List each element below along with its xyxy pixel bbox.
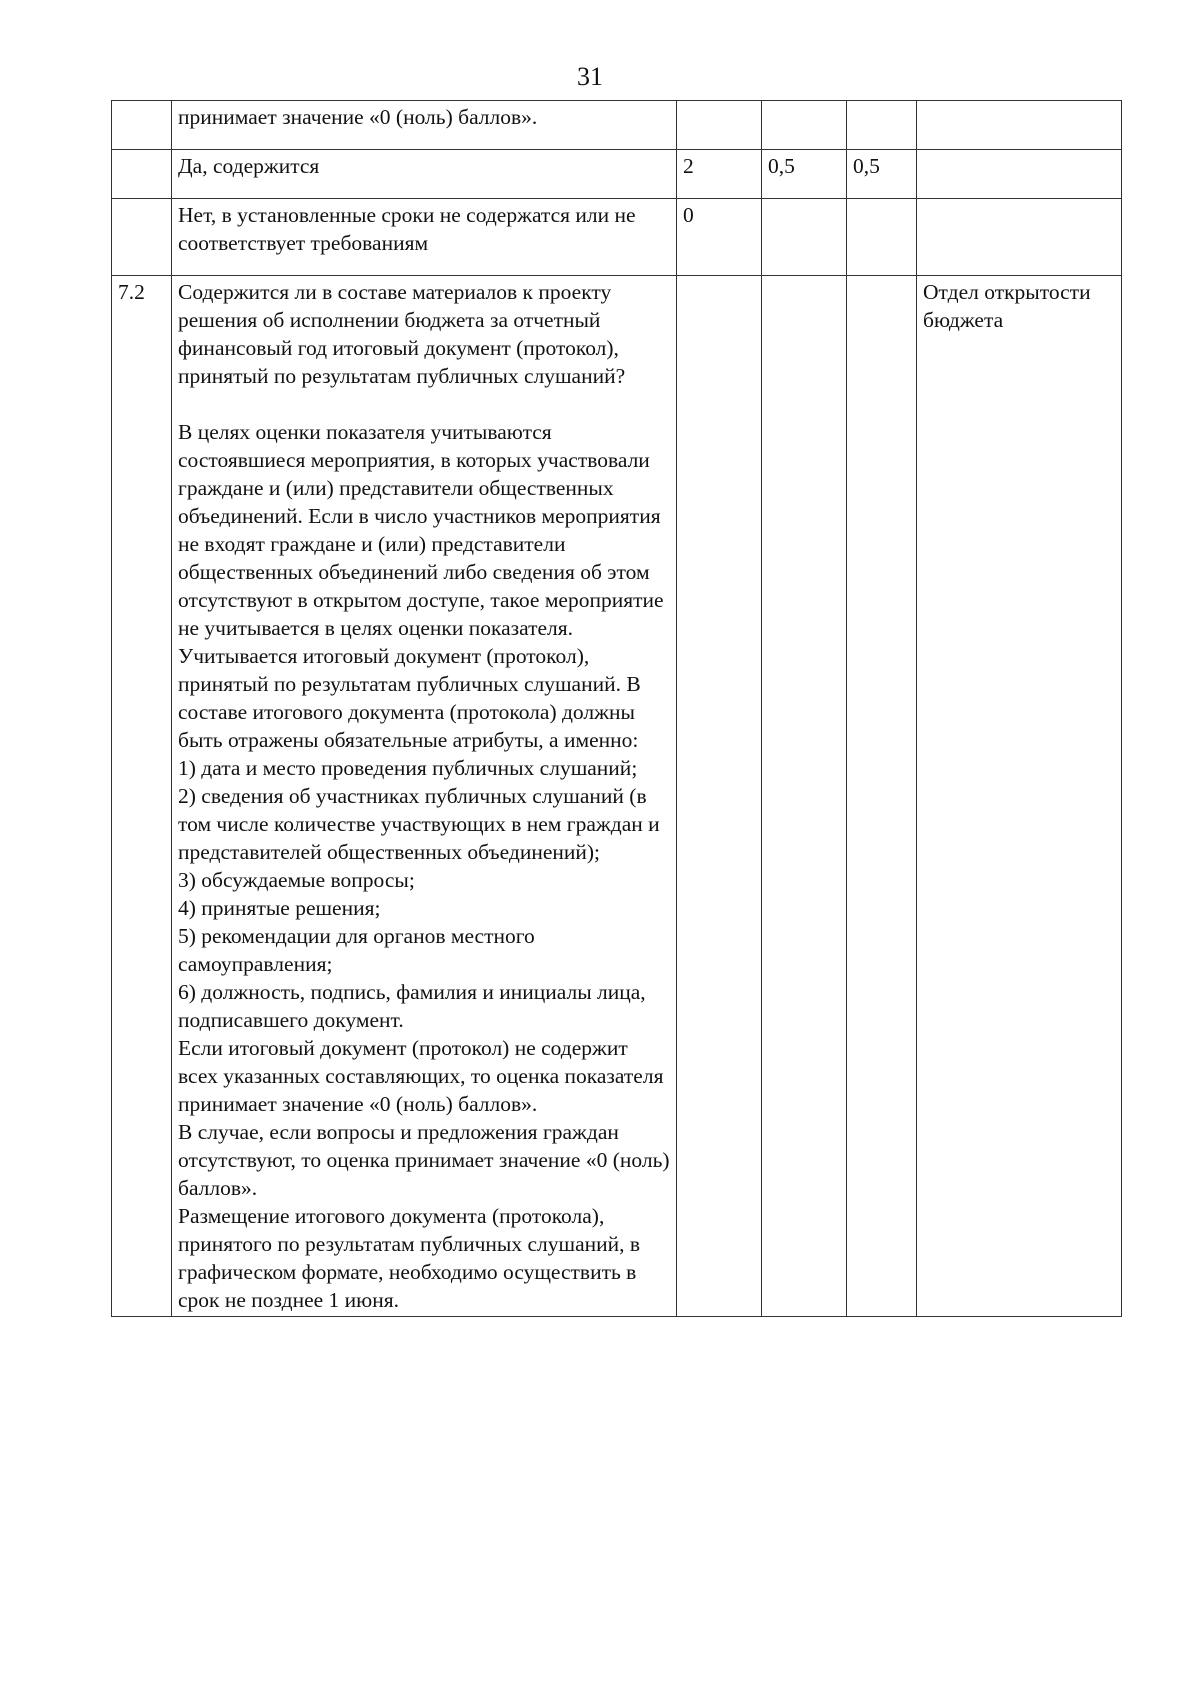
indicator-paragraph: Учитывается итоговый документ (протокол), принятый по результатам публичных слушаний. В составе итогового документа (протокола) должны быть отражены обязательные атрибуты, а именно: — [178, 644, 641, 752]
row-number-cell — [112, 150, 172, 199]
responsible-cell — [917, 101, 1122, 150]
indicator-question: Содержится ли в составе материалов к проекту решения об исполнении бюджета за отчетный финансовый год итоговый документ (протокол), принятый по результатам публичных слушаний? — [178, 280, 626, 388]
coefficient-cell — [762, 199, 847, 276]
coefficient-cell: 0,5 — [762, 150, 847, 199]
coefficient-cell — [847, 199, 917, 276]
criterion-text-cell: принимает значение «0 (ноль) баллов». — [172, 101, 677, 150]
indicator-list-item: 4) принятые решения; — [178, 896, 381, 920]
table-row — [112, 199, 1122, 276]
row-number-cell — [112, 101, 172, 150]
score-cell — [677, 276, 762, 1317]
indicator-paragraph: Если итоговый документ (протокол) не содержит всех указанных составляющих, то оценка показателя принимает значение «0 (ноль) баллов». — [178, 1036, 664, 1116]
coefficient-cell: 0,5 — [847, 150, 917, 199]
responsible-cell — [917, 199, 1122, 276]
row-number-cell — [112, 199, 172, 276]
paragraph-gap — [178, 390, 670, 418]
table-row — [112, 150, 1122, 199]
indicator-list-item: 5) рекомендации для органов местного самоуправления; — [178, 924, 535, 976]
table-row — [112, 101, 1122, 150]
indicator-list-item: 2) сведения об участниках публичных слушаний (в том числе количестве участвующих в нем граждан и представителей общественных объединений); — [178, 784, 660, 864]
indicator-list-item: 6) должность, подпись, фамилия и инициалы лица, подписавшего документ. — [178, 980, 646, 1032]
table-row — [112, 276, 1122, 1317]
page-number: 31 — [577, 62, 603, 91]
coefficient-cell — [762, 101, 847, 150]
indicator-number-cell: 7.2 — [112, 276, 172, 1317]
criteria-table — [111, 100, 1122, 1317]
coefficient-cell — [847, 276, 917, 1317]
indicator-paragraph: В случае, если вопросы и предложения граждан отсутствуют, то оценка принимает значение «0 (ноль) баллов». — [178, 1120, 670, 1200]
indicator-paragraph: В целях оценки показателя учитываются состоявшиеся мероприятия, в которых участвовали граждане и (или) представители общественных объединений. Если в число участников мероприятия не входят граждане и (или) представители общественных объединений либо сведения об этом отсутствуют в открытом доступе, такое мероприятие не учитывается в целях оценки показателя. — [178, 420, 664, 640]
score-cell: 2 — [677, 150, 762, 199]
indicator-paragraph: Размещение итогового документа (протокола), принятого по результатам публичных слушаний, в графическом формате, необходимо осуществить в срок не позднее 1 июня. — [178, 1204, 641, 1312]
coefficient-cell — [847, 101, 917, 150]
indicator-text-cell — [172, 276, 677, 1317]
score-cell: 0 — [677, 199, 762, 276]
score-cell — [677, 101, 762, 150]
criterion-text-cell: Нет, в установленные сроки не содержатся или не соответствует требованиям — [172, 199, 677, 276]
responsible-cell: Отдел открытости бюджета — [917, 276, 1122, 1317]
criterion-text-cell: Да, содержится — [172, 150, 677, 199]
indicator-list-item: 3) обсуждаемые вопросы; — [178, 868, 415, 892]
coefficient-cell — [762, 276, 847, 1317]
responsible-cell — [917, 150, 1122, 199]
indicator-list-item: 1) дата и место проведения публичных слушаний; — [178, 756, 638, 780]
